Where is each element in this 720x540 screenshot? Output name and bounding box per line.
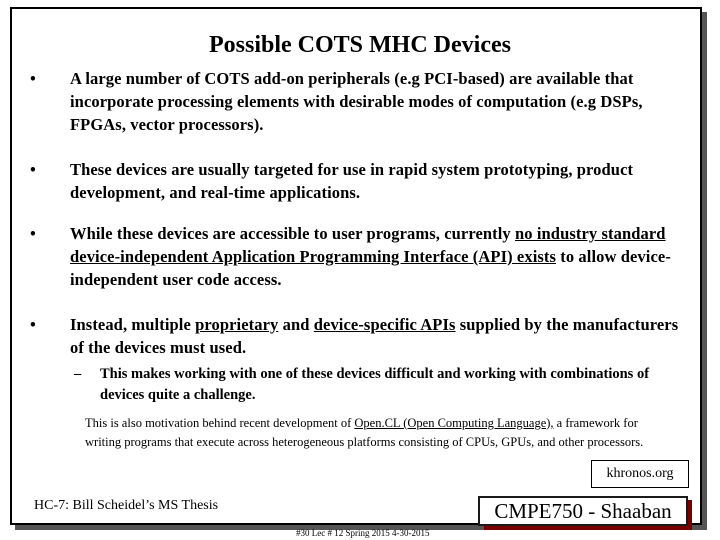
bullet-3-text-pre: While these devices are accessible to user programs, currently <box>70 224 515 243</box>
opencl-note-pre: This is also motivation behind recent development of <box>85 416 355 430</box>
sub-bullet-dash: – <box>74 366 82 382</box>
bullet-dot: • <box>30 315 36 334</box>
slide-title: Possible COTS MHC Devices <box>209 32 511 58</box>
bullet-dot: • <box>30 224 36 243</box>
bullet-1-text: A large number of COTS add-on peripherals (e.g PCI-based) are available that incorporate processing elements with desirable modes of computation (e.g DSPs, FPGAs, vector processors). <box>70 69 643 134</box>
bullet-dot: • <box>30 69 36 88</box>
bullet-3-emphasis: no industry standard device-independent Application Programming Interface (API) exists <box>70 224 666 266</box>
bullet-3-text-post: to allow device-independent user code access. <box>70 247 671 289</box>
sub-bullet-text: This makes working with one of these devices difficult and working with combinations of devices quite a challenge. <box>100 366 650 403</box>
bullet-2-text: These devices are usually targeted for use in rapid system prototyping, product development, and real-time applications. <box>70 160 634 202</box>
bullet-4-emphasis-proprietary: proprietary <box>195 315 279 334</box>
bullet-1 <box>30 67 690 136</box>
bullet-4-text-mid: and <box>278 315 314 334</box>
bullet-4-text-post: supplied by the manufacturers of the devices must used. <box>70 315 679 357</box>
frame-shadow-right <box>702 12 707 530</box>
slide-footer: #30 Lec # 12 Spring 2015 4-30-2015 <box>296 528 430 538</box>
bullet-3 <box>30 222 690 291</box>
opencl-note <box>85 414 655 452</box>
bullet-4 <box>30 313 690 359</box>
bullet-2 <box>30 158 690 204</box>
opencl-link[interactable]: Open.CL (Open Computing Language), <box>354 416 554 430</box>
bullet-4-emphasis-apis: device-specific APIs <box>313 315 456 334</box>
thesis-credit: HC-7: Bill Scheidel’s MS Thesis <box>34 498 219 513</box>
bullet-dot: • <box>30 160 36 179</box>
bullet-4-text-pre: Instead, multiple <box>70 315 196 334</box>
sub-bullet <box>74 364 680 406</box>
khronos-box: khronos.org <box>591 460 689 488</box>
opencl-note-post: a framework for writing programs that execute across heterogeneous platforms consisting of CPUs, GPUs, and other processors. <box>85 416 644 449</box>
course-badge: CMPE750 - Shaaban <box>478 496 688 526</box>
